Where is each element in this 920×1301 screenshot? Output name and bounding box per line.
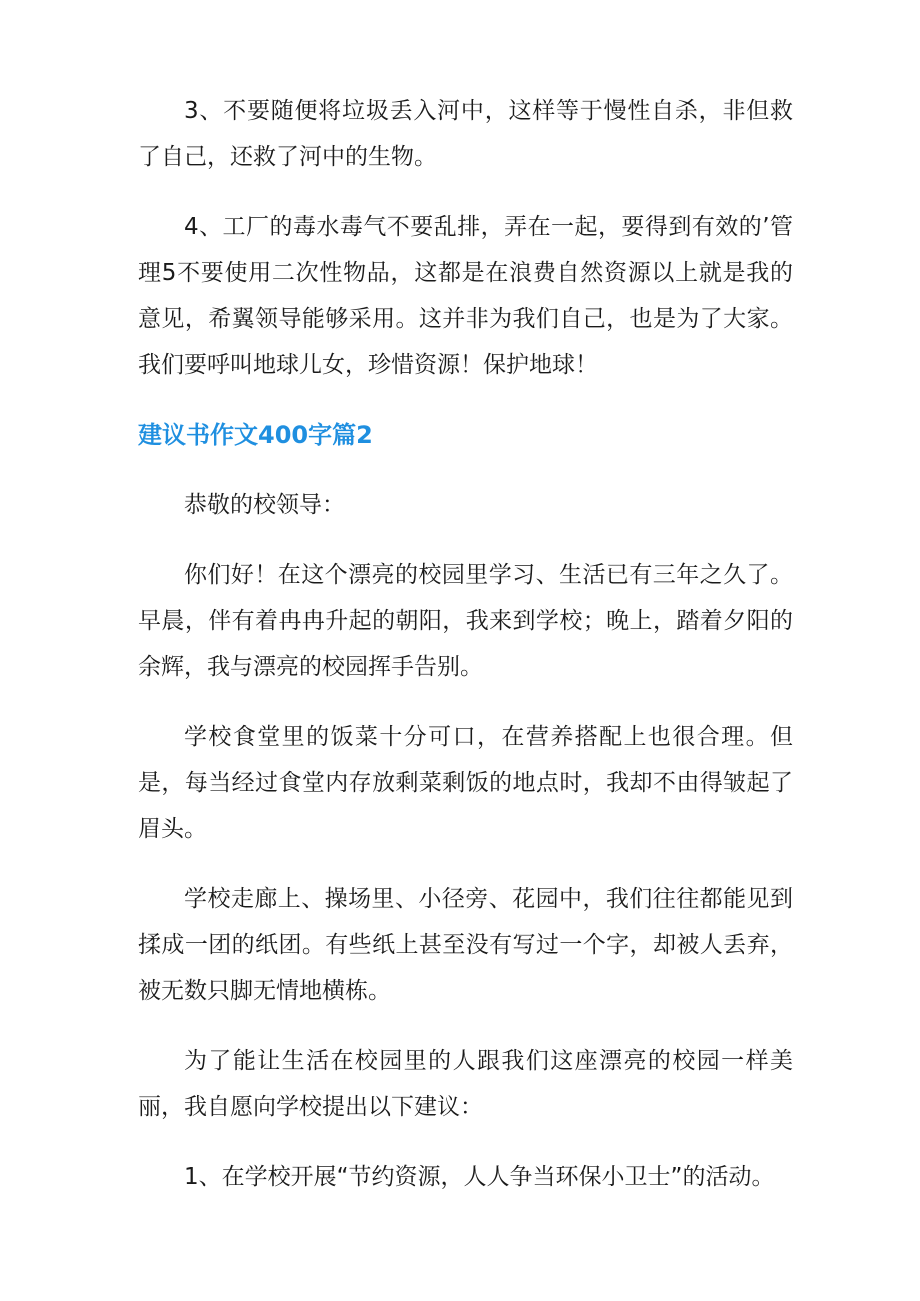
greeting-paragraph: 你们好！在这个漂亮的校园里学习、生活已有三年之久了。早晨，伴有着冉冉升起的朝阳，我来到学校；晚上，踏着夕阳的余辉，我与漂亮的校园挥手告别。 — [138, 562, 793, 680]
paragraph-item-3: 3、不要随便将垃圾丢入河中，这样等于慢性自杀，非但救了自己，还救了河中的生物。 — [138, 98, 793, 170]
paragraph-item-4: 4、工厂的毒水毒气不要乱排，弄在一起，要得到有效的’管理5不要使用二次性物品，这都是在浪费自然资源以上就是我的意见，希翼领导能够采用。这并非为我们自己，也是为了大家。我们要呼叫地球儿女，珍惜资源！保护地球！ — [138, 214, 793, 378]
salutation-paragraph: 恭敬的校领导： — [184, 492, 345, 518]
suggestion-item-1: 1、在学校开展“节约资源，人人争当环保小卫士”的活动。 — [184, 1164, 775, 1190]
proposal-intro-paragraph: 为了能让生活在校园里的人跟我们这座漂亮的校园一样美丽，我自愿向学校提出以下建议： — [138, 1048, 793, 1120]
canteen-paragraph: 学校食堂里的饭菜十分可口，在营养搭配上也很合理。但是，每当经过食堂内存放剩菜剩饭的地点时，我却不由得皱起了眉头。 — [138, 724, 793, 842]
paper-waste-paragraph: 学校走廊上、操场里、小径旁、花园中，我们往往都能见到揉成一团的纸团。有些纸上甚至没有写过一个字，却被人丢弃，被无数只脚无情地横栋。 — [138, 886, 793, 1004]
section-heading: 建议书作文400字篇2 — [138, 421, 373, 449]
document-body — [138, 88, 793, 1224]
